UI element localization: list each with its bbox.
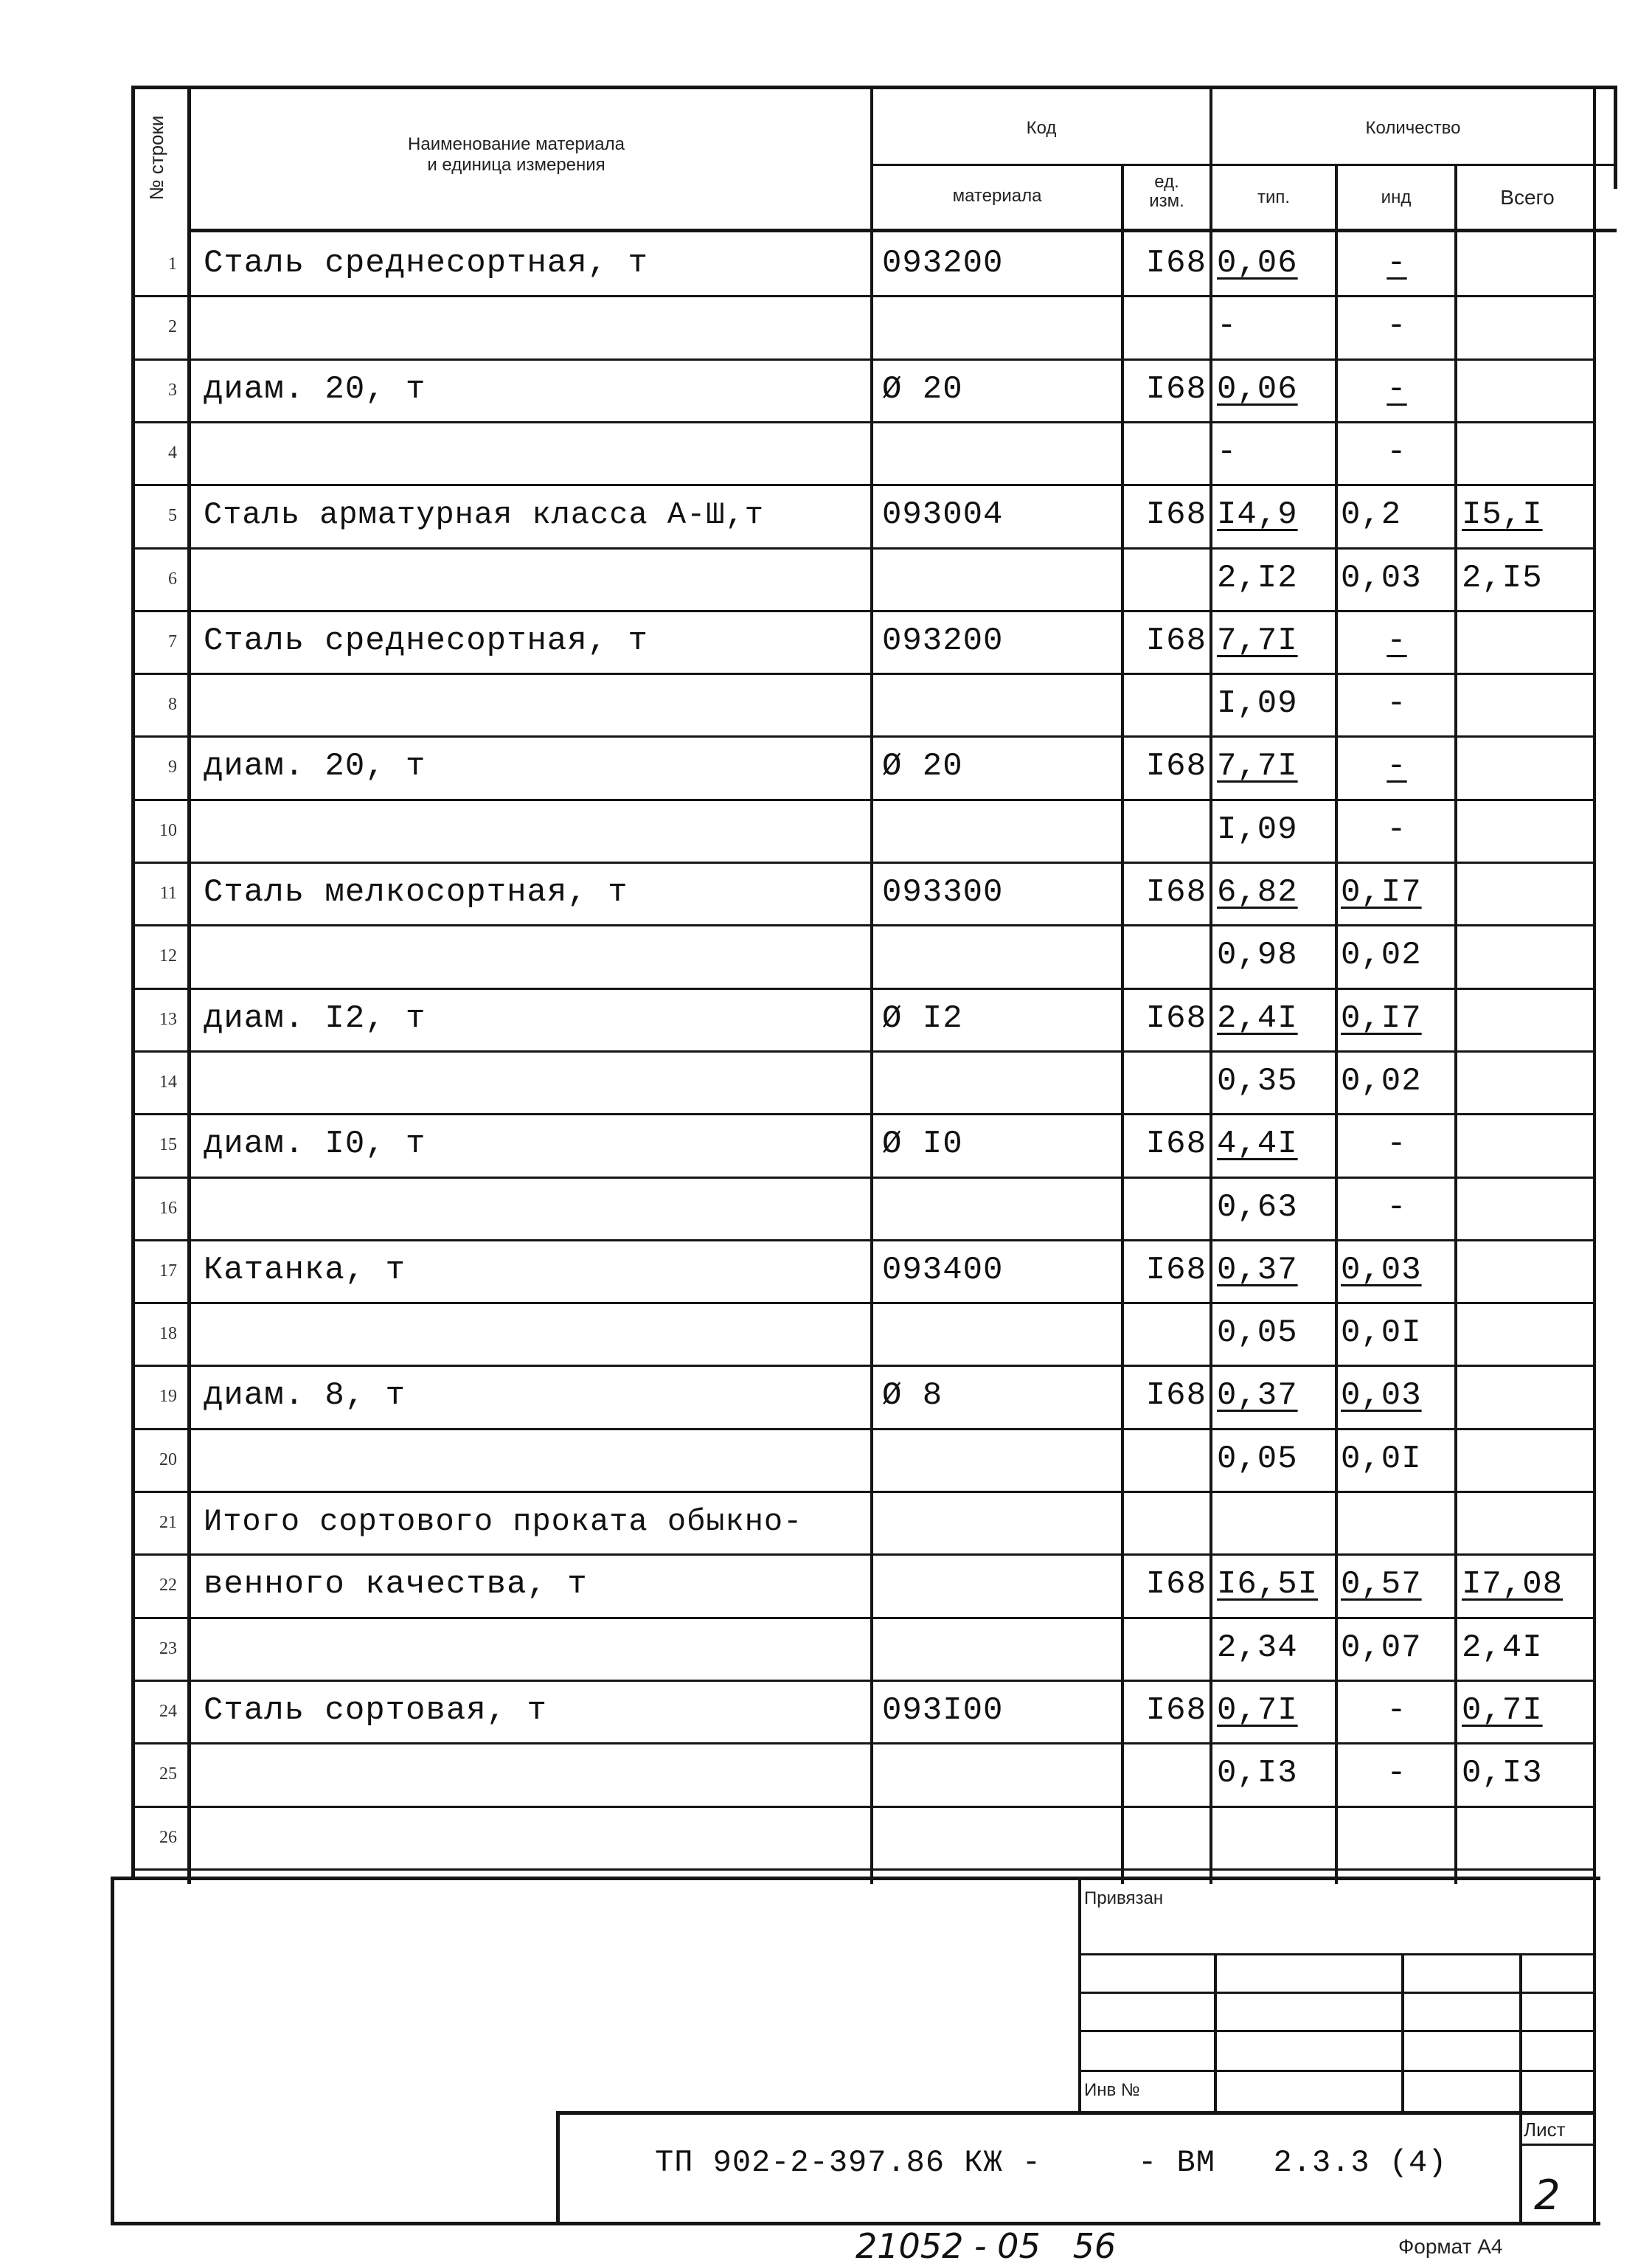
- row-number: 26: [159, 1828, 177, 1847]
- cell-total: 0,7I: [1462, 1692, 1543, 1729]
- cell-typ: 6,82: [1217, 874, 1298, 911]
- row-number: 14: [159, 1073, 177, 1092]
- row-separator: [133, 1239, 1593, 1241]
- row-separator: [133, 988, 1593, 990]
- sheet-label: Лист: [1524, 2118, 1566, 2141]
- row-number: 5: [168, 506, 177, 525]
- row-separator: [133, 421, 1593, 423]
- cell-typ: 0,05: [1217, 1441, 1298, 1477]
- cell-unit: I68: [1145, 1126, 1207, 1163]
- cell-code: Ø I0: [882, 1126, 963, 1163]
- cell-code: Ø 20: [882, 748, 963, 785]
- row-separator: [133, 610, 1593, 612]
- unit-header: ед. изм.: [1149, 172, 1184, 211]
- row-separator: [133, 1050, 1593, 1053]
- cell-ind: -: [1386, 434, 1407, 471]
- row-separator: [133, 1491, 1593, 1493]
- row-separator: [133, 1177, 1593, 1179]
- rownum-header: № строки: [145, 115, 167, 201]
- cell-code: 093200: [882, 245, 1004, 282]
- typ-header: тип.: [1257, 187, 1291, 207]
- cell-unit: I68: [1145, 748, 1207, 785]
- cell-ind: -: [1386, 371, 1407, 408]
- row-separator: [133, 547, 1593, 550]
- cell-code: 093I00: [882, 1692, 1004, 1729]
- cell-unit: I68: [1145, 1377, 1207, 1414]
- cell-name: Итого сортового проката обыкно-: [204, 1504, 803, 1539]
- row-separator: [133, 1617, 1593, 1619]
- inventory-label: Инв №: [1084, 2080, 1140, 2100]
- material-code-header: материала: [952, 186, 1042, 206]
- row-separator: [133, 1428, 1593, 1430]
- cell-code: Ø I2: [882, 1000, 963, 1037]
- row-number: 21: [159, 1513, 177, 1532]
- cell-typ: 0,I3: [1217, 1755, 1298, 1792]
- row-separator: [133, 484, 1593, 486]
- cell-typ: -: [1217, 434, 1238, 471]
- row-number: 16: [159, 1199, 177, 1218]
- cell-typ: 0,06: [1217, 245, 1298, 282]
- row-number: 7: [168, 632, 177, 651]
- cell-typ: I6,5I: [1217, 1566, 1319, 1603]
- cell-typ: 7,7I: [1217, 748, 1298, 785]
- cell-typ: -: [1217, 308, 1238, 344]
- cell-total: 0,I3: [1462, 1755, 1543, 1792]
- row-separator: [133, 1868, 1593, 1871]
- cell-name: Сталь среднесортная, т: [204, 623, 648, 659]
- row-separator: [133, 1742, 1593, 1744]
- cell-code: 093004: [882, 496, 1004, 533]
- code-header: Код: [1026, 118, 1057, 138]
- cell-ind: -: [1386, 1692, 1407, 1729]
- row-number: 10: [159, 821, 177, 840]
- row-separator: [133, 799, 1593, 801]
- cell-name: диам. I0, т: [204, 1126, 426, 1163]
- row-number: 24: [159, 1702, 177, 1721]
- cell-ind: 0,I7: [1341, 874, 1422, 911]
- cell-code: Ø 8: [882, 1377, 943, 1414]
- row-number: 9: [168, 758, 177, 777]
- cell-typ: 2,I2: [1217, 560, 1298, 597]
- row-separator: [133, 1680, 1593, 1682]
- cell-typ: I4,9: [1217, 496, 1298, 533]
- cell-ind: 0,07: [1341, 1629, 1422, 1666]
- cell-ind: 0,03: [1341, 560, 1422, 597]
- row-number: 25: [159, 1764, 177, 1784]
- row-separator: [133, 1302, 1593, 1304]
- cell-ind: -: [1386, 245, 1407, 282]
- cell-name: Сталь среднесортная, т: [204, 245, 648, 282]
- cell-ind: -: [1386, 811, 1407, 848]
- cell-ind: 0,2: [1341, 496, 1402, 533]
- cell-typ: 0,37: [1217, 1252, 1298, 1289]
- row-separator: [133, 862, 1593, 864]
- cell-ind: 0,03: [1341, 1252, 1422, 1289]
- cell-ind: 0,02: [1341, 1063, 1422, 1100]
- document-designation: ТП 902-2-397.86 КЖ - - ВМ 2.3.3 (4): [655, 2145, 1448, 2180]
- row-separator: [133, 924, 1593, 926]
- cell-unit: I68: [1145, 1566, 1207, 1603]
- cell-ind: -: [1386, 748, 1407, 785]
- row-number: 2: [168, 317, 177, 336]
- row-number: 19: [159, 1387, 177, 1406]
- cell-unit: I68: [1145, 623, 1207, 659]
- row-number: 8: [168, 695, 177, 714]
- sheet-number: 2: [1534, 2172, 1561, 2220]
- cell-unit: I68: [1145, 1000, 1207, 1037]
- cell-ind: 0,03: [1341, 1377, 1422, 1414]
- cell-unit: I68: [1145, 1692, 1207, 1729]
- cell-ind: 0,57: [1341, 1566, 1422, 1603]
- cell-ind: -: [1386, 1126, 1407, 1163]
- row-number: 4: [168, 443, 177, 462]
- handwritten-number: 21052 - 05 56: [856, 2226, 1117, 2266]
- cell-unit: I68: [1145, 1252, 1207, 1289]
- cell-unit: I68: [1145, 874, 1207, 911]
- cell-ind: 0,0I: [1341, 1441, 1422, 1477]
- cell-typ: 2,4I: [1217, 1000, 1298, 1037]
- ind-header: инд: [1381, 187, 1412, 207]
- row-separator: [133, 358, 1593, 361]
- cell-typ: I,09: [1217, 811, 1298, 848]
- cell-typ: 0,98: [1217, 937, 1298, 974]
- row-separator: [133, 673, 1593, 675]
- cell-total: 2,I5: [1462, 560, 1543, 597]
- row-number: 15: [159, 1135, 177, 1154]
- cell-typ: 7,7I: [1217, 623, 1298, 659]
- row-number: 11: [159, 884, 177, 903]
- row-separator: [133, 1365, 1593, 1367]
- row-number: 3: [168, 381, 177, 400]
- total-header: Всего: [1500, 186, 1555, 209]
- cell-name: венного качества, т: [204, 1566, 588, 1603]
- cell-code: Ø 20: [882, 371, 963, 408]
- cell-typ: I,09: [1217, 685, 1298, 722]
- cell-typ: 0,35: [1217, 1063, 1298, 1100]
- cell-ind: -: [1386, 623, 1407, 659]
- cell-ind: -: [1386, 1189, 1407, 1226]
- format-label: Формат А4: [1398, 2235, 1503, 2258]
- cell-code: 093400: [882, 1252, 1004, 1289]
- cell-typ: 4,4I: [1217, 1126, 1298, 1163]
- row-separator: [133, 1553, 1593, 1556]
- row-number: 17: [159, 1261, 177, 1281]
- row-number: 22: [159, 1576, 177, 1595]
- cell-name: Сталь мелкосортная, т: [204, 874, 628, 911]
- row-separator: [133, 1113, 1593, 1115]
- cell-name: диам. I2, т: [204, 1000, 426, 1037]
- cell-ind: -: [1386, 308, 1407, 344]
- cell-total: I5,I: [1462, 496, 1543, 533]
- cell-name: Катанка, т: [204, 1252, 406, 1289]
- cell-name: диам. 20, т: [204, 371, 426, 408]
- cell-typ: 2,34: [1217, 1629, 1298, 1666]
- cell-typ: 0,05: [1217, 1314, 1298, 1351]
- cell-typ: 0,06: [1217, 371, 1298, 408]
- row-number: 12: [159, 946, 177, 966]
- row-number: 20: [159, 1450, 177, 1469]
- cell-name: Сталь арматурная класса А-Ш,т: [204, 497, 764, 533]
- cell-ind: -: [1386, 685, 1407, 722]
- cell-ind: -: [1386, 1755, 1407, 1792]
- quantity-header: Количество: [1365, 118, 1461, 138]
- row-number: 6: [168, 569, 177, 589]
- row-separator: [133, 1806, 1593, 1808]
- cell-name: диам. 8, т: [204, 1377, 406, 1414]
- row-number: 23: [159, 1639, 177, 1658]
- row-number: 18: [159, 1324, 177, 1343]
- cell-typ: 0,63: [1217, 1189, 1298, 1226]
- row-number: 1: [168, 254, 177, 274]
- cell-ind: 0,I7: [1341, 1000, 1422, 1037]
- cell-name: Сталь сортовая, т: [204, 1692, 547, 1729]
- cell-unit: I68: [1145, 245, 1207, 282]
- material-name-header: Наименование материала и единица измерения: [408, 134, 625, 175]
- cell-typ: 0,37: [1217, 1377, 1298, 1414]
- privyazan-label: Привязан: [1084, 1888, 1164, 1908]
- cell-total: I7,08: [1462, 1566, 1564, 1603]
- cell-total: 2,4I: [1462, 1629, 1543, 1666]
- cell-ind: 0,02: [1341, 937, 1422, 974]
- cell-typ: 0,7I: [1217, 1692, 1298, 1729]
- cell-code: 093200: [882, 623, 1004, 659]
- cell-code: 093300: [882, 874, 1004, 911]
- cell-unit: I68: [1145, 496, 1207, 533]
- row-separator: [133, 295, 1593, 297]
- cell-unit: I68: [1145, 371, 1207, 408]
- cell-ind: 0,0I: [1341, 1314, 1422, 1351]
- row-number: 13: [159, 1010, 177, 1029]
- row-separator: [133, 735, 1593, 738]
- cell-name: диам. 20, т: [204, 748, 426, 785]
